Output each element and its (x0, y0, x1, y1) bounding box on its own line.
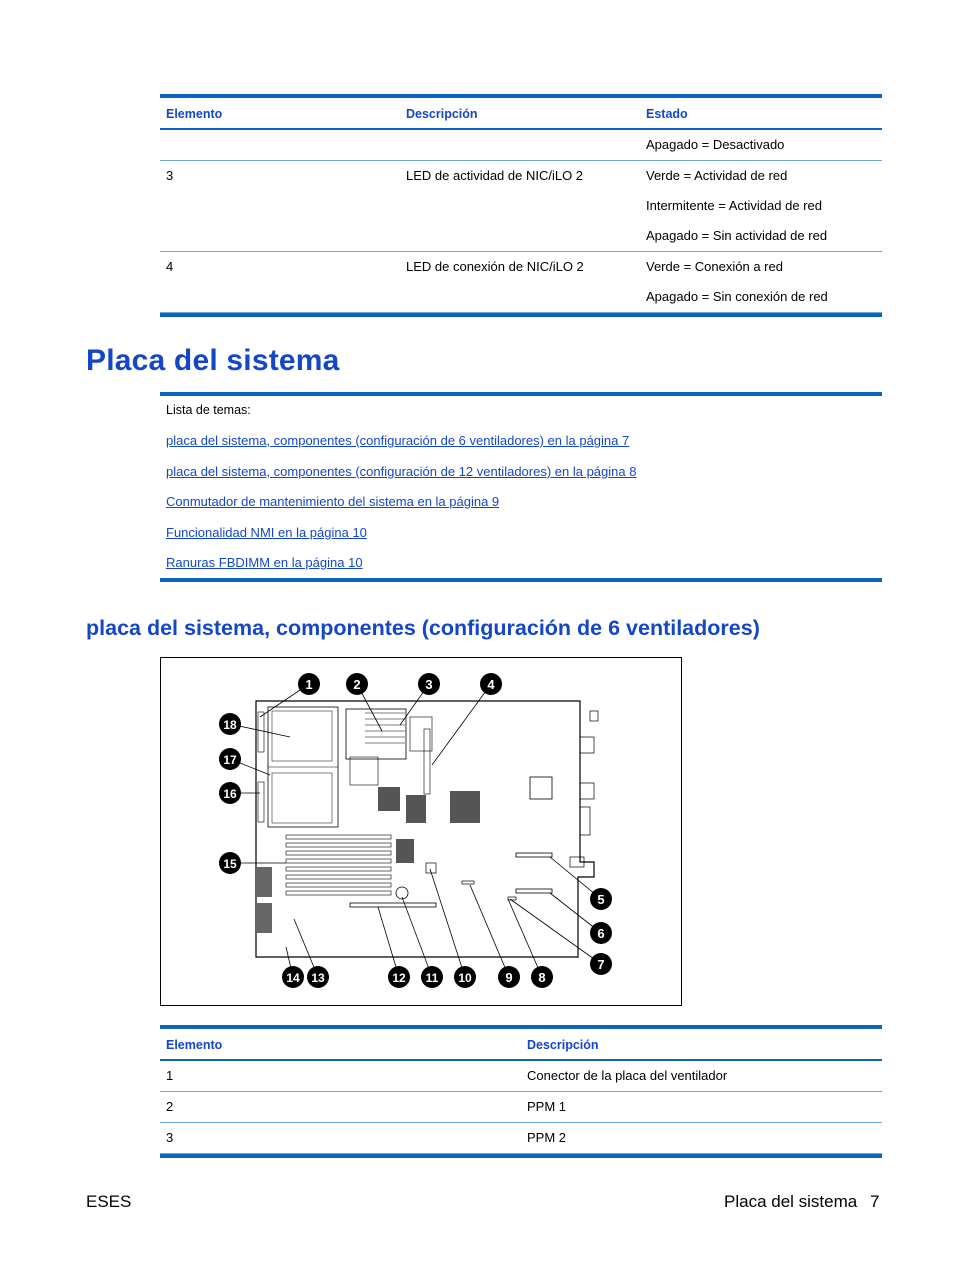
callout-4 (480, 673, 502, 695)
system-board-diagram (160, 657, 682, 1006)
cell-description: PPM 1 (527, 1099, 567, 1114)
callout-label: 5 (597, 892, 605, 907)
components-table (160, 1025, 882, 1158)
callout-11 (421, 966, 443, 988)
table-header (160, 1029, 882, 1061)
callout-14 (282, 966, 304, 988)
topics-rule (160, 578, 882, 582)
header-element: Elemento (166, 1038, 223, 1052)
status-table (160, 94, 882, 317)
topic-link-maintenance-switch[interactable]: Conmutador de mantenimiento del sistema en la página 9 (166, 494, 500, 509)
callout-label: 13 (311, 971, 325, 985)
table-row (160, 1092, 882, 1123)
callout-label: 17 (223, 753, 237, 767)
topic-link-6-fan[interactable]: placa del sistema, componentes (configuración de 6 ventiladores) en la página 7 (166, 433, 630, 448)
cell-state: Apagado = Desactivado (646, 137, 785, 152)
callout-5 (590, 888, 612, 910)
table-bottom-rule (160, 313, 882, 317)
footer-section: Placa del sistema (724, 1192, 858, 1211)
topic-link-12-fan[interactable]: placa del sistema, componentes (configuración de 12 ventiladores) en la página 8 (166, 464, 637, 479)
callout-13 (307, 966, 329, 988)
callout-7 (590, 953, 612, 975)
callout-label: 6 (597, 926, 605, 941)
footer-left: ESES (86, 1192, 132, 1211)
callout-17 (219, 748, 241, 770)
table-row (160, 161, 882, 252)
cell-element: 2 (166, 1099, 174, 1114)
callout-15 (219, 852, 241, 874)
callout-12 (388, 966, 410, 988)
callout-label: 7 (597, 957, 605, 972)
cell-element: 3 (166, 168, 174, 183)
chip (378, 787, 400, 811)
header-state: Estado (646, 107, 688, 121)
cell-state: Apagado = Sin conexión de red (646, 289, 828, 304)
topic-link-nmi[interactable]: Funcionalidad NMI en la página 10 (166, 525, 367, 540)
callout-label: 15 (223, 857, 237, 871)
callout-16 (219, 782, 241, 804)
callout-label: 4 (487, 677, 495, 692)
header-description: Descripción (527, 1038, 599, 1052)
section-rule (160, 392, 882, 396)
topic-link-fbdimm[interactable]: Ranuras FBDIMM en la página 10 (166, 555, 363, 570)
callout-label: 14 (286, 971, 300, 985)
cell-state: Apagado = Sin actividad de red (646, 228, 828, 243)
callout-2 (346, 673, 368, 695)
cell-description: LED de actividad de NIC/iLO 2 (406, 168, 584, 183)
callout-label: 3 (425, 677, 433, 692)
callout-label: 1 (305, 677, 313, 692)
cell-description: PPM 2 (527, 1130, 567, 1145)
cell-state: Verde = Actividad de red (646, 168, 788, 183)
table-bottom-rule (160, 1154, 882, 1158)
table-header (160, 98, 882, 130)
cell-element: 4 (166, 259, 174, 274)
callout-label: 8 (538, 970, 546, 985)
subsection-title: placa del sistema, componentes (configuración de 6 ventiladores) (86, 616, 760, 640)
callout-label: 9 (505, 970, 513, 985)
callout-label: 11 (425, 971, 439, 985)
cell-description: Conector de la placa del ventilador (527, 1068, 728, 1083)
callout-3 (418, 673, 440, 695)
callout-label: 2 (353, 677, 361, 692)
cell-description: LED de conexión de NIC/iLO 2 (406, 259, 584, 274)
table-row (160, 252, 882, 313)
cell-element: 3 (166, 1130, 174, 1145)
callout-label: 12 (392, 971, 406, 985)
table-row (160, 130, 882, 161)
callout-18 (219, 713, 241, 735)
table-row (160, 1061, 882, 1092)
footer-page-number: 7 (870, 1192, 880, 1211)
callout-label: 18 (223, 718, 237, 732)
callout-6 (590, 922, 612, 944)
callout-8 (531, 966, 553, 988)
header-description: Descripción (406, 107, 478, 121)
callout-10 (454, 966, 476, 988)
system-board-figure (160, 657, 682, 1006)
cell-state: Verde = Conexión a red (646, 259, 783, 274)
callout-9 (498, 966, 520, 988)
cell-state: Intermitente = Actividad de red (646, 198, 822, 213)
callout-1 (298, 673, 320, 695)
callout-label: 10 (458, 971, 472, 985)
cell-element: 1 (166, 1068, 174, 1083)
table-row (160, 1123, 882, 1154)
topics-label: Lista de temas: (166, 403, 251, 417)
callout-label: 16 (223, 787, 237, 801)
header-element: Elemento (166, 107, 223, 121)
section-title: Placa del sistema (86, 344, 340, 377)
